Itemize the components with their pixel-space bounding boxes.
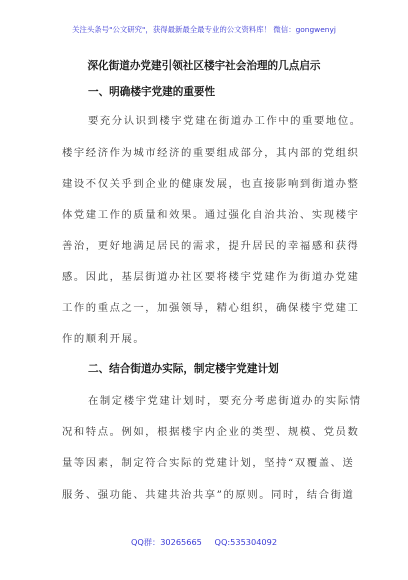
document-title: 深化街道办党建引领社区楼宇社会治理的几点启示 bbox=[87, 60, 321, 72]
paragraph-line: 作的顺利开展。 bbox=[62, 333, 146, 345]
footer-contact bbox=[0, 537, 408, 548]
paragraph-line: 服务、强功能、共建共治共享”的原则。同时，结合街道 bbox=[62, 489, 355, 501]
paragraph-line: 在制定楼宇党建计划时，要充分考虑街道办的实际情 bbox=[88, 395, 362, 407]
footer-qq: QQ:535304092 bbox=[214, 537, 278, 547]
paragraph-line: 工作的重点之一，加强领导，精心组织，确保楼宇党建工 bbox=[62, 302, 360, 314]
paragraph-line: 感。因此，基层街道办社区要将楼宇党建作为街道办党建 bbox=[62, 271, 360, 283]
paragraph-line: 要充分认识到楼宇党建在街道办工作中的重要地位。 bbox=[88, 115, 362, 127]
paragraph-line: 建设不仅关乎到企业的健康发展，也直接影响到街道办整 bbox=[62, 178, 360, 190]
section-heading-1: 一、明确楼宇党建的重要性 bbox=[88, 86, 216, 98]
section-heading-2: 二、结合街道办实际，制定楼宇党建计划 bbox=[88, 363, 279, 375]
paragraph-line: 体党建工作的质量和效果。通过强化自治共治、实现楼宇 bbox=[62, 209, 360, 221]
paragraph-line: 楼宇经济作为城市经济的重要组成部分，其内部的党组织 bbox=[62, 147, 360, 159]
header-banner: 关注头条号"公文研究"，获得最新最全最专业的公文资料库！ 微信：gongwenyj bbox=[72, 25, 336, 34]
paragraph-line: 善治，更好地满足居民的需求，提升居民的幸福感和获得 bbox=[62, 240, 360, 252]
paragraph-line: 况和特点。例如，根据楼宇内企业的类型、规模、党员数 bbox=[62, 426, 360, 438]
footer-qq-group: QQ群：30265665 bbox=[130, 537, 202, 547]
paragraph-line: 量等因素，制定符合实际的党建计划，坚持“双覆盖、送 bbox=[62, 457, 355, 469]
